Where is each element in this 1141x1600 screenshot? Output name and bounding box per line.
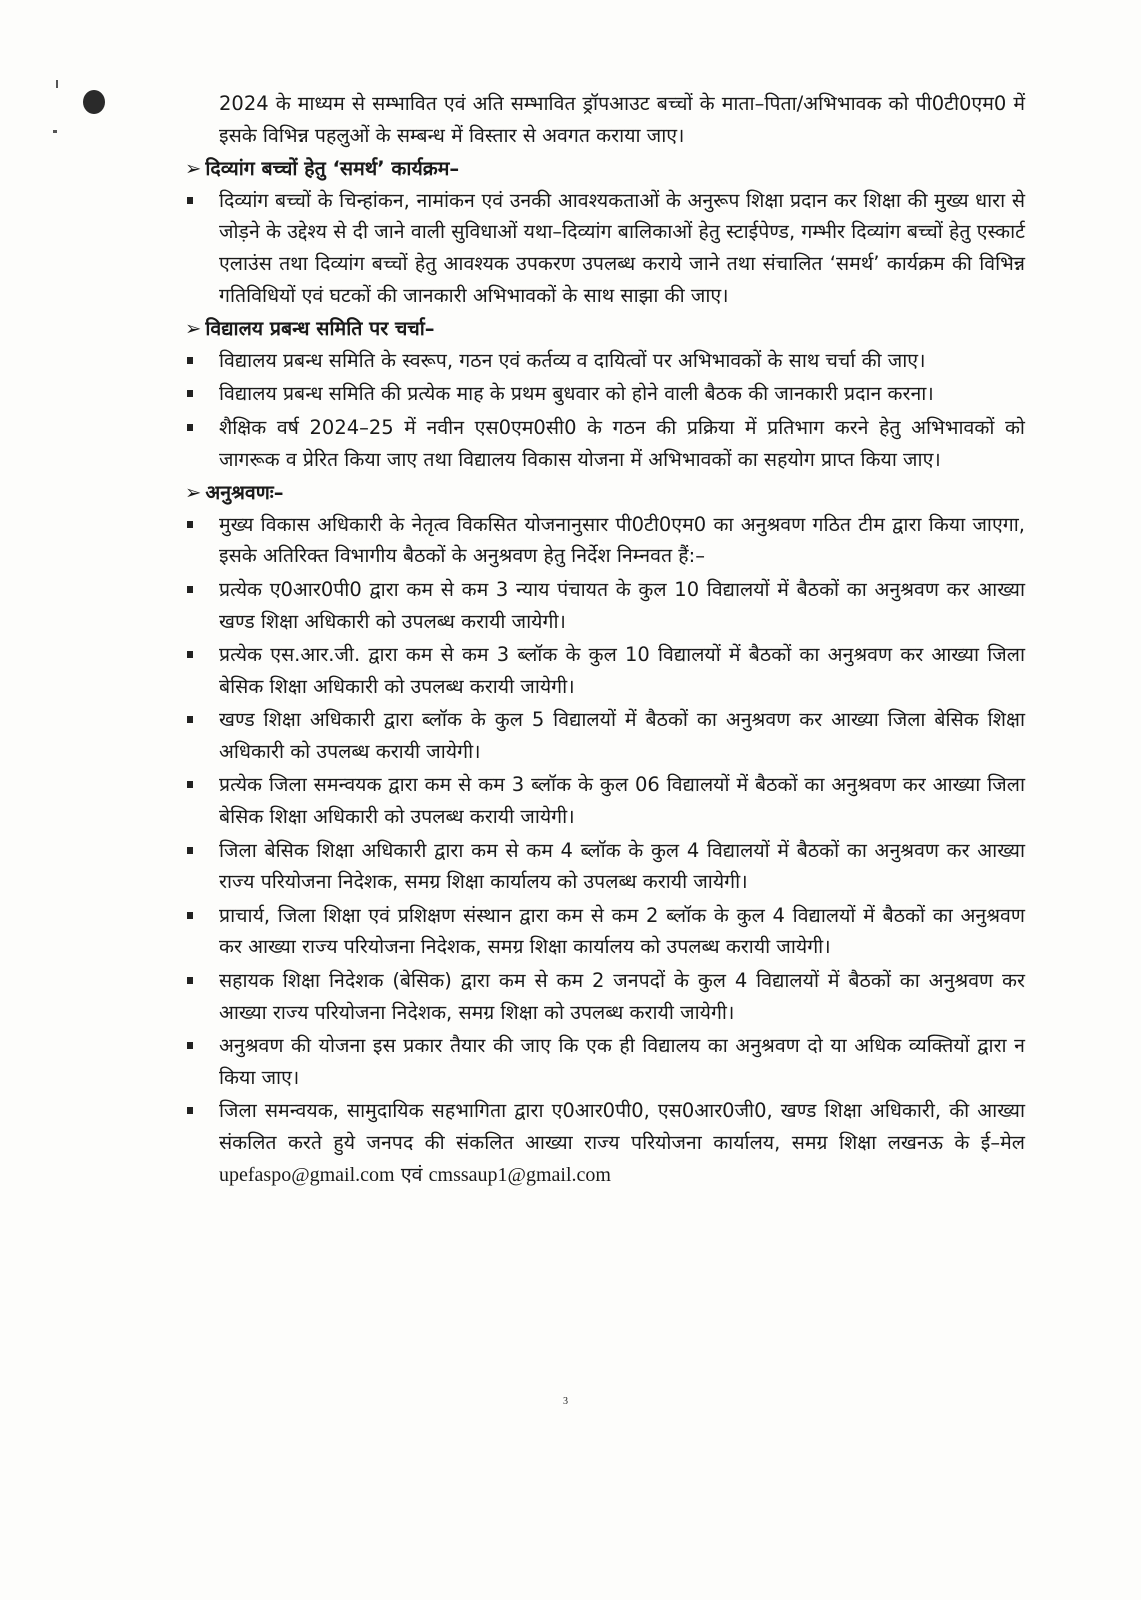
page-number: 3 [563, 1396, 568, 1407]
square-bullet-icon [187, 977, 193, 984]
scan-mark [56, 80, 58, 88]
scan-mark [53, 130, 57, 133]
square-bullet-icon [187, 847, 193, 854]
list-item: प्रत्येक ए0आर0पी0 द्वारा कम से कम 3 न्याय पंचायत के कुल 10 विद्यालयों में बैठकों का अनुश्रवण कर आख्या खण्ड शिक्षा अधिकारी को उपलब्ध करायी जायेगी। [185, 574, 1025, 637]
square-bullet-icon [187, 912, 193, 919]
list-item: जिला समन्वयक, सामुदायिक सहभागिता द्वारा ए0आर0पी0, एस0आर0जी0, खण्ड शिक्षा अधिकारी, की आख्या संकलित करते हुये जनपद की संकलित आख्या राज्य परियोजना कार्यालय, समग्र शिक्षा लखनऊ के ई–मेल upefaspo@gmail.com एवं cmssaup1@gmail.com [185, 1095, 1025, 1191]
punch-hole [83, 90, 105, 114]
square-bullet-icon [187, 781, 193, 788]
section-monitoring [185, 477, 1025, 1191]
section-heading: अनुश्रवणः– [205, 481, 284, 505]
arrow-bullet-icon: ➢ [185, 317, 202, 341]
email-link[interactable]: upefaspo@gmail.com [219, 1163, 395, 1186]
square-bullet-icon [187, 424, 193, 431]
square-bullet-icon [187, 716, 193, 723]
intro-paragraph: 2024 के माध्यम से सम्भावित एवं अति सम्भावित ड्रॉपआउट बच्चों के माता–पिता/अभिभावक को पी0टी0एम0 में इसके विभिन्न पहलुओं के सम्बन्ध में विस्तार से अवगत कराया जाए। [219, 92, 1025, 147]
list-item: सहायक शिक्षा निदेशक (बेसिक) द्वारा कम से कम 2 जनपदों के कुल 4 विद्यालयों में बैठकों का अनुश्रवण कर आख्या राज्य परियोजना निदेशक, समग्र शिक्षा को उपलब्ध करायी जायेगी। [185, 965, 1025, 1028]
list-item: प्रत्येक एस.आर.जी. द्वारा कम से कम 3 ब्लॉक के कुल 10 विद्यालयों में बैठकों का अनुश्रवण कर आख्या जिला बेसिक शिक्षा अधिकारी को उपलब्ध करायी जायेगी। [185, 639, 1025, 702]
arrow-bullet-icon: ➢ [185, 481, 202, 505]
square-bullet-icon [187, 390, 193, 397]
list-item: मुख्य विकास अधिकारी के नेतृत्व विकसित योजनानुसार पी0टी0एम0 का अनुश्रवण गठित टीम द्वारा किया जाएगा, इसके अतिरिक्त विभागीय बैठकों के अनुश्रवण हेतु निर्देश निम्नवत हैं:– [185, 509, 1025, 572]
list-item: अनुश्रवण की योजना इस प्रकार तैयार की जाए कि एक ही विद्यालय का अनुश्रवण दो या अधिक व्यक्तियों द्वारा न किया जाए। [185, 1030, 1025, 1093]
section-heading: विद्यालय प्रबन्ध समिति पर चर्चा– [205, 317, 435, 341]
section-smc [185, 313, 1025, 475]
arrow-bullet-icon: ➢ [185, 157, 202, 181]
section-heading: दिव्यांग बच्चों हेतु ‘समर्थ’ कार्यक्रम– [205, 157, 460, 181]
list-item: प्राचार्य, जिला शिक्षा एवं प्रशिक्षण संस्थान द्वारा कम से कम 2 ब्लॉक के कुल 4 विद्यालयों में बैठकों का अनुश्रवण कर आख्या राज्य परियोजना निदेशक, समग्र शिक्षा कार्यालय को उपलब्ध करायी जायेगी। [185, 900, 1025, 963]
square-bullet-icon [187, 586, 193, 593]
square-bullet-icon [187, 357, 193, 364]
square-bullet-icon [187, 1107, 193, 1114]
list-item: शैक्षिक वर्ष 2024–25 में नवीन एस0एम0सी0 के गठन की प्रक्रिया में प्रतिभाग करने हेतु अभिभावकों को जागरूक व प्रेरित किया जाए तथा विद्यालय विकास योजना में अभिभावकों का सहयोग प्राप्त किया जाए। [185, 412, 1025, 475]
list-item: जिला बेसिक शिक्षा अधिकारी द्वारा कम से कम 4 ब्लॉक के कुल 4 विद्यालयों में बैठकों का अनुश्रवण कर आख्या राज्य परियोजना निदेशक, समग्र शिक्षा कार्यालय को उपलब्ध करायी जायेगी। [185, 835, 1025, 898]
list-item: दिव्यांग बच्चों के चिन्हांकन, नामांकन एवं उनकी आवश्यकताओं के अनुरूप शिक्षा प्रदान कर शिक्षा की मुख्य धारा से जोड़ने के उद्देश्य से दी जाने वाली सुविधाओं यथा–दिव्यांग बालिकाओं हेतु स्टाईपेण्ड, गम्भीर दिव्यांग बच्चों हेतु एस्कार्ट एलाउंस तथा दिव्यांग बच्चों हेतु आवश्यक उपकरण उपलब्ध कराये जाने तथा संचालित ‘समर्थ’ कार्यक्रम की विभिन्न गतिविधियों एवं घटकों की जानकारी अभिभावकों के साथ साझा की जाए। [185, 185, 1025, 311]
square-bullet-icon [187, 1042, 193, 1049]
list-item: प्रत्येक जिला समन्वयक द्वारा कम से कम 3 ब्लॉक के कुल 06 विद्यालयों में बैठकों का अनुश्रवण कर आख्या जिला बेसिक शिक्षा अधिकारी को उपलब्ध करायी जायेगी। [185, 769, 1025, 832]
list-item: विद्यालय प्रबन्ध समिति की प्रत्येक माह के प्रथम बुधवार को होने वाली बैठक की जानकारी प्रदान करना। [185, 378, 1025, 410]
section-samarth [185, 153, 1025, 311]
document-page [185, 88, 1025, 1193]
square-bullet-icon [187, 651, 193, 658]
square-bullet-icon [187, 521, 193, 528]
list-item: खण्ड शिक्षा अधिकारी द्वारा ब्लॉक के कुल 5 विद्यालयों में बैठकों का अनुश्रवण कर आख्या जिला बेसिक शिक्षा अधिकारी को उपलब्ध करायी जायेगी। [185, 704, 1025, 767]
square-bullet-icon [187, 197, 193, 204]
email-link[interactable]: cmssaup1@gmail.com [428, 1163, 611, 1186]
list-item: विद्यालय प्रबन्ध समिति के स्वरूप, गठन एवं कर्तव्य व दायित्वों पर अभिभावकों के साथ चर्चा की जाए। [185, 345, 1025, 377]
